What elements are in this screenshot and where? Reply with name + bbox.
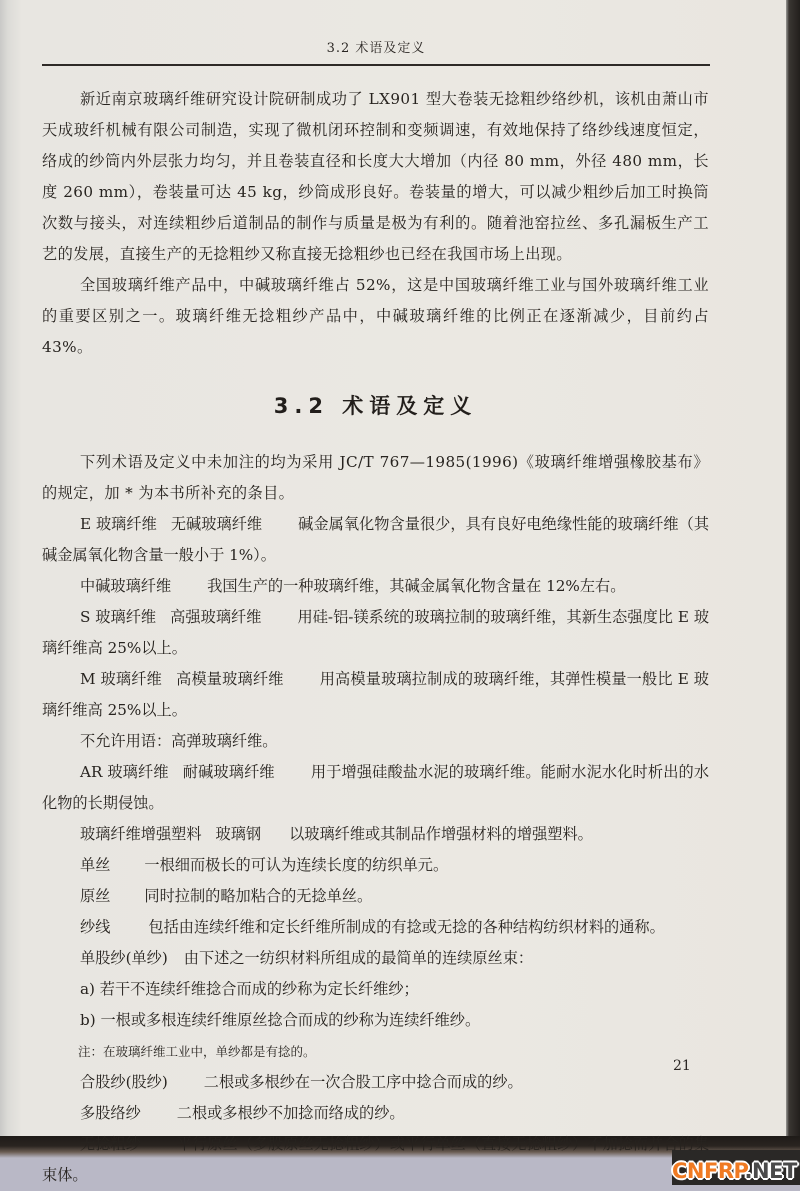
term-definition: 以玻璃纤维或其制品作增强材料的增强塑料。 [289,825,593,843]
term-name: S 玻璃纤维 [80,608,157,626]
term-definition: 由下述之一纺织材料所组成的最简单的连续原丝束： [183,949,534,967]
site-watermark [672,1159,797,1183]
intro-paragraph-2: 全国玻璃纤维产品中，中碱玻璃纤维占 52%，这是中国玻璃纤维工业与国外玻璃纤维工业的重要区别之一。玻璃纤维无捻粗纱产品中，中碱玻璃纤维的比例正在逐渐减少，目前约占 43%。 [42,276,709,356]
term-name: 原丝 [80,887,111,905]
term-synonym: 玻璃钢 [215,825,262,843]
preamble-paragraph: 下列术语及定义中未加注的均为采用 JC/T 767—1985(1996)《玻璃纤维增强橡胶基布》的规定，加 * 为本书所补充的条目。 [42,453,709,502]
term-entry [42,819,709,850]
term-definition: 用于增强硅酸盐水泥的玻璃纤维。能耐水泥水化时析出的水化物的长期侵蚀。 [42,763,710,812]
term-definition: 一根细而极长的可认为连续长度的纺织单元。 [144,856,449,874]
term-name: 合股纱(股纱) [80,1073,168,1091]
term-name: M 玻璃纤维 [80,670,162,688]
term-entry [42,1129,709,1191]
page-right-edge [786,0,800,1140]
page-number: 21 [673,1058,691,1074]
term-definition: 碱金属氧化物含量很少，具有良好电绝缘性能的玻璃纤维（其碱金属氧化物含量一般小于 1%）。 [42,515,710,564]
term-name: 玻璃纤维增强塑料 [80,825,202,843]
term-entry [42,602,709,664]
term-entry [42,757,709,819]
term-definition: 二根或多根纱不加捻而络成的纱。 [176,1104,405,1122]
term-name: 不允许用语：高弹玻璃纤维。 [80,732,278,750]
term-definition: 同时拉制的略加粘合的无捻单丝。 [144,887,373,905]
term-synonym: 无碱玻璃纤维 [170,515,263,533]
term-name: E 玻璃纤维 [80,515,157,533]
deprecated-term-note [42,726,709,757]
watermark-main: CNFRP [672,1159,745,1183]
term-synonym: 耐碱玻璃纤维 [182,763,275,781]
term-entry [42,1098,709,1129]
watermark-suffix: .NET [744,1159,797,1183]
intro-paragraph-1: 新近南京玻璃纤维研究设计院研制成功了 LX901 型大卷装无捻粗纱络纱机，该机由萧山市天成玻纤机械有限公司制造，实现了微机闭环控制和变频调速，有效地保持了络纱线速度恒定，络成的纱筒内外层张力均匀，并且卷装直径和长度大大增加（内径 80 mm，外径 480 mm，长度 260 mm），卷装量可达 45 kg，纱筒成形良好。卷装量的增大，可以减少粗纱后加工时换筒次数与接头，对连续粗纱后道制品的制作与质量是极为有利的。随着池窑拉丝、多孔漏板生产工艺的发展，直接生产的无捻粗纱又称直接无捻粗纱也已经在我国市场上出现。 [42,90,709,263]
term-entry [42,664,709,726]
list-item: b) 一根或多根连续纤维原丝捻合而成的纱称为连续纤维纱。 [80,1011,481,1029]
term-name: 中碱玻璃纤维 [80,577,172,595]
term-name: 单股纱(单纱) [80,949,168,967]
term-entry [42,912,709,943]
term-definition: 包括由连续纤维和定长纤维所制成的有捻或无捻的各种结构纺织材料的通称。 [148,918,665,936]
header-rule [42,64,710,66]
term-entry [42,509,709,571]
term-definition: 我国生产的一种玻璃纤维，其碱金属氧化物含量在 12%左右。 [207,577,626,595]
running-head: 3.2 术语及定义 [326,41,426,56]
term-definition: 用高模量玻璃拉制成的玻璃纤维，其弹性模量一般比 E 玻璃纤维高 25%以上。 [42,670,709,719]
list-item: a) 若干不连续纤维捻合而成的纱称为定长纤维纱； [80,980,419,998]
term-definition: 用硅-铝-镁系统的玻璃拉制的玻璃纤维，其新生态强度比 E 玻璃纤维高 25%以上。 [42,608,710,657]
term-name: 单丝 [80,856,111,874]
term-synonym: 高模量玻璃纤维 [175,670,284,688]
term-entry [42,881,709,912]
term-name: 无捻粗纱 [80,1135,141,1153]
term-entry [42,943,709,974]
term-definition: 二根或多根纱在一次合股工序中捻合而成的纱。 [203,1073,523,1091]
page-body [42,84,709,1191]
term-entry [42,571,709,602]
term-definition: 平行原丝（多股原丝无捻粗纱）或平行单丝（直接无捻粗纱）不加捻而并合的集束体。 [42,1135,710,1184]
term-name: 多股络纱 [80,1104,141,1122]
term-name: AR 玻璃纤维 [80,763,169,781]
term-name: 纱线 [80,918,111,936]
term-entry [42,850,709,881]
section-title: 3.2 术语及定义 [273,394,478,418]
term-synonym: 高强玻璃纤维 [170,608,262,626]
note: 注：在玻璃纤维工业中，单纱都是有捻的。 [78,1044,316,1059]
term-entry [42,1067,709,1098]
